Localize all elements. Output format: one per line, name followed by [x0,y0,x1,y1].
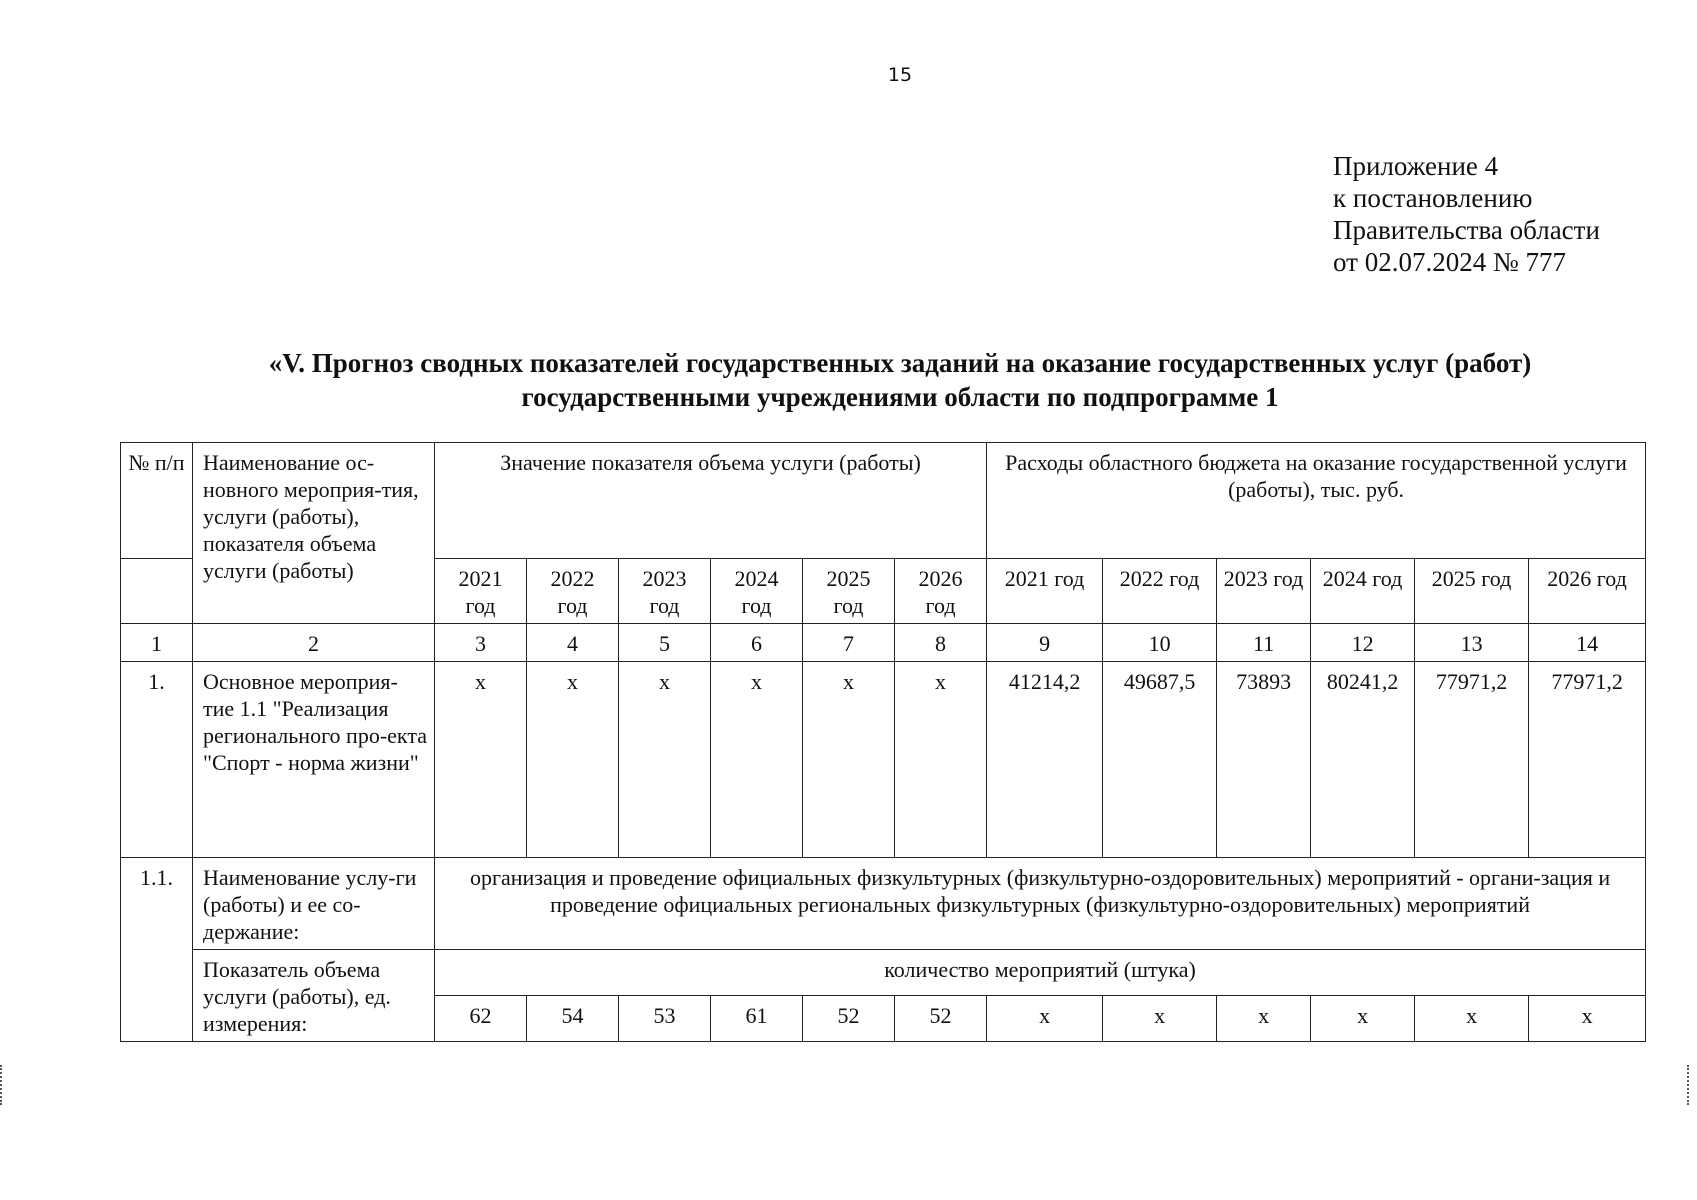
budget-year-header: 2023 год [1217,559,1311,624]
column-number: 4 [527,624,619,662]
volume-year-header: 2024 год [711,559,803,624]
column-number: 1 [121,624,193,662]
budget-cell: 77971,2 [1415,662,1529,858]
row-num: 1.1. [121,858,193,1042]
column-number-row [121,624,1646,662]
budget-cell: x [1103,996,1217,1042]
budget-cell: x [1217,996,1311,1042]
scan-edge-marks-left [0,1065,10,1105]
page-number: 15 [887,64,913,86]
header-name: Наименование ос-новного мероприя-тия, услуги (работы), показателя объема услуги (работы) [193,443,435,624]
column-number: 11 [1217,624,1311,662]
service-description: организация и проведение официальных физкультурных (физкультурно-оздоровительных) мероприятий - органи-зация и проведение официальных региональных физкультурных (физкультурно-оздоровительных) мероприятий [435,858,1646,950]
header-budget-group: Расходы областного бюджета на оказание государственной услуги (работы), тыс. руб. [987,443,1646,559]
volume-year-header: 2025 год [803,559,895,624]
title-line: «V. Прогноз сводных показателей государственных заданий на оказание государственных услуг (работ) [268,348,1532,378]
budget-year-header: 2022 год [1103,559,1217,624]
table-row [121,662,1646,858]
table-row [121,950,1646,996]
appendix-line: к постановлению [1333,183,1533,213]
indicator-label: Показатель объема услуги (работы), ед. измерения: [193,950,435,1042]
column-number: 2 [193,624,435,662]
volume-cell: x [711,662,803,858]
volume-cell: x [895,662,987,858]
header-num: № п/п [121,443,193,559]
forecast-table [120,442,1646,1042]
column-number: 8 [895,624,987,662]
header-volume-group: Значение показателя объема услуги (работы) [435,443,987,559]
budget-year-header: 2021 год [987,559,1103,624]
budget-cell: x [1415,996,1529,1042]
scan-edge-marks-right [1687,1065,1697,1105]
indicator-unit: количество мероприятий (штука) [435,950,1646,996]
budget-cell: x [987,996,1103,1042]
appendix-line: от 02.07.2024 № 777 [1333,247,1566,277]
budget-cell: x [1311,996,1415,1042]
budget-year-header: 2024 год [1311,559,1415,624]
column-number: 13 [1415,624,1529,662]
column-number: 14 [1529,624,1646,662]
volume-year-header: 2022 год [527,559,619,624]
volume-year-header: 2023 год [619,559,711,624]
volume-cell: 52 [895,996,987,1042]
budget-year-header: 2025 год [1415,559,1529,624]
service-name-label: Наименование услу-ги (работы) и ее со-держание: [193,858,435,950]
title-line: государственными учреждениями области по подпрограмме 1 [521,382,1279,412]
volume-cell: 61 [711,996,803,1042]
volume-cell: x [527,662,619,858]
volume-year-header: 2021 год [435,559,527,624]
row-num: 1. [121,662,193,858]
column-number: 7 [803,624,895,662]
volume-cell: 53 [619,996,711,1042]
column-number: 10 [1103,624,1217,662]
volume-cell: x [619,662,711,858]
budget-cell: x [1529,996,1646,1042]
table-row [121,858,1646,950]
volume-cell: x [803,662,895,858]
budget-cell: 49687,5 [1103,662,1217,858]
appendix-line: Приложение 4 [1333,151,1499,181]
header-num-empty [121,559,193,624]
budget-cell: 80241,2 [1311,662,1415,858]
volume-cell: x [435,662,527,858]
budget-year-header: 2026 год [1529,559,1646,624]
volume-year-header: 2026 год [895,559,987,624]
appendix-note [1333,150,1600,278]
budget-cell: 73893 [1217,662,1311,858]
header-row [121,443,1646,559]
column-number: 12 [1311,624,1415,662]
document-title [120,346,1680,414]
volume-cell: 54 [527,996,619,1042]
row-name: Основное мероприя-тие 1.1 "Реализация регионального про-екта "Спорт - норма жизни" [193,662,435,858]
column-number: 6 [711,624,803,662]
budget-cell: 41214,2 [987,662,1103,858]
appendix-line: Правительства области [1333,215,1600,245]
column-number: 3 [435,624,527,662]
column-number: 9 [987,624,1103,662]
volume-cell: 62 [435,996,527,1042]
volume-cell: 52 [803,996,895,1042]
column-number: 5 [619,624,711,662]
budget-cell: 77971,2 [1529,662,1646,858]
